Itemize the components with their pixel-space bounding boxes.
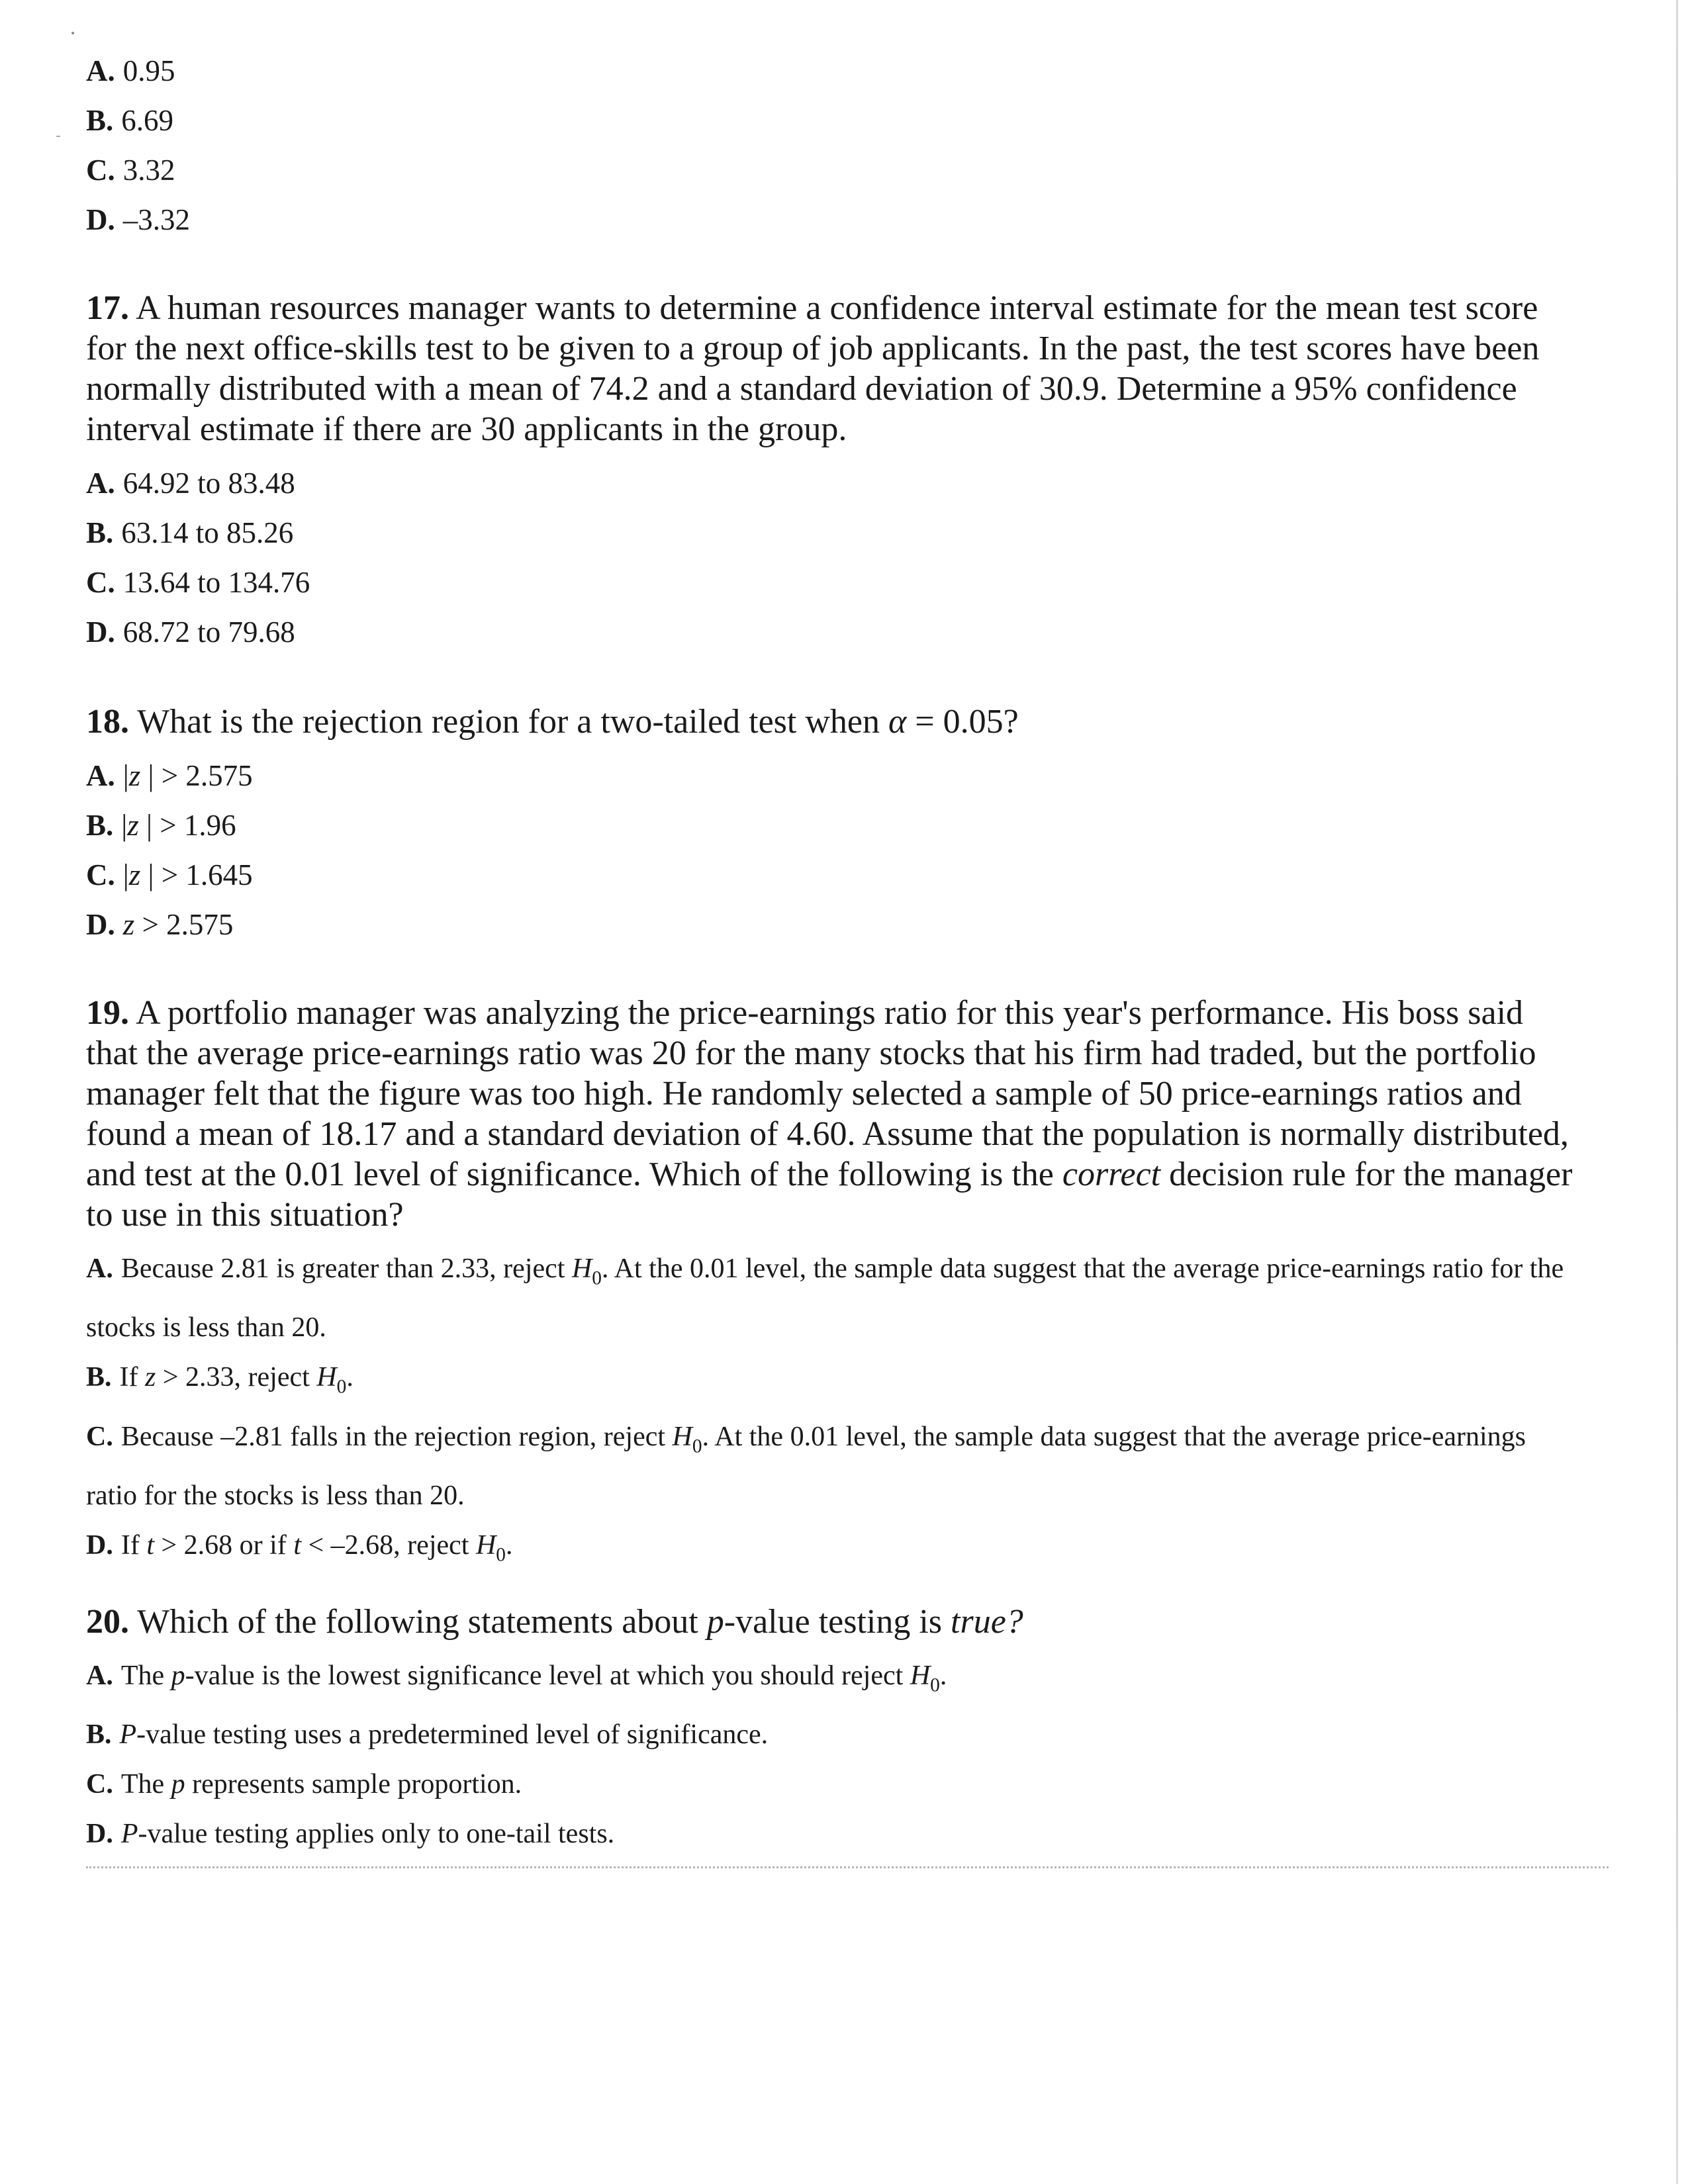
question-number: 17.	[86, 289, 129, 327]
option-a	[86, 1651, 1582, 1710]
option-letter: B.	[86, 104, 114, 137]
p-variable: p	[171, 1661, 185, 1691]
option-letter: C.	[86, 1769, 113, 1800]
emphasis-text: correct	[1062, 1156, 1161, 1193]
option-text: 13.64 to 134.76	[122, 566, 310, 599]
option-d	[86, 608, 1582, 657]
question-number: 18.	[86, 703, 129, 741]
option-text: | > 1.96	[138, 809, 236, 842]
option-text: 63.14 to 85.26	[121, 516, 294, 549]
question-stem	[86, 1602, 1582, 1642]
option-text: Because –2.81 falls in the rejection region, reject	[120, 1421, 666, 1452]
option-letter: C.	[86, 154, 115, 187]
question-20	[86, 1602, 1582, 1859]
question-stem	[86, 993, 1582, 1235]
z-variable: z	[122, 908, 135, 941]
p-variable: P	[120, 1819, 138, 1850]
option-c	[86, 1760, 1582, 1809]
option-b	[86, 801, 1582, 850]
option-text: The	[120, 1769, 165, 1800]
z-variable: z	[128, 759, 141, 792]
option-text: |	[122, 759, 129, 792]
option-text: | > 2.575	[140, 759, 253, 792]
question-number: 20.	[86, 1603, 129, 1641]
option-c	[86, 558, 1582, 608]
emphasis-text: true?	[951, 1603, 1023, 1641]
subscript: 0	[692, 1435, 702, 1457]
option-letter: B.	[86, 809, 114, 842]
option-letter: D.	[86, 1819, 113, 1850]
option-letter: A.	[86, 1661, 113, 1691]
option-letter: A.	[86, 467, 115, 500]
option-d	[86, 1809, 1582, 1859]
subscript: 0	[930, 1674, 940, 1696]
option-text: 68.72 to 79.68	[122, 615, 295, 649]
option-d	[86, 195, 1582, 245]
option-letter: B.	[86, 516, 114, 549]
stem-text: decision rule for the manager to use in this situation?	[86, 1156, 1573, 1234]
question-19	[86, 993, 1582, 1580]
option-text: . At the 0.01 level, the sample data suggest that the average price-earnings ratio for the stocks is less than 20.	[86, 1421, 1526, 1511]
option-text: > 2.575	[134, 908, 234, 941]
option-text: 6.69	[121, 104, 174, 137]
stem-text: -value testing is	[724, 1603, 943, 1641]
scan-speck	[71, 32, 74, 34]
option-letter: A.	[86, 759, 115, 792]
option-letter: C.	[86, 1421, 113, 1452]
bottom-divider	[86, 1866, 1609, 1868]
p-variable: p	[171, 1769, 185, 1800]
option-text: -value testing uses a predetermined level of significance.	[136, 1719, 769, 1751]
option-letter: D.	[86, 1529, 113, 1561]
question-stem	[86, 702, 1582, 742]
option-b	[86, 1353, 1582, 1412]
option-letter: A.	[86, 54, 115, 87]
option-text: The	[120, 1661, 165, 1691]
option-text: |	[121, 809, 128, 842]
t-variable: t	[293, 1529, 301, 1561]
subscript: 0	[336, 1376, 347, 1398]
option-text: If	[120, 1529, 140, 1561]
option-letter: B.	[86, 1362, 112, 1393]
option-c	[86, 850, 1582, 900]
option-c	[86, 146, 1582, 195]
stem-text: What is the rejection region for a two-tailed test when	[137, 703, 880, 741]
option-a	[86, 751, 1582, 801]
option-text: -value testing applies only to one-tail tests.	[138, 1819, 615, 1850]
option-letter: D.	[86, 908, 115, 941]
alpha-symbol: α	[888, 703, 907, 741]
hypothesis-symbol: H	[316, 1362, 337, 1393]
hypothesis-symbol: H	[910, 1661, 931, 1691]
stem-text: = 0.05?	[915, 703, 1019, 741]
option-text: If	[119, 1362, 138, 1393]
stem-text: A portfolio manager was analyzing the price-earnings ratio for this year's performance. His boss said that the average price-earnings ratio was 20 for the many stocks that his firm had traded, but the portfolio manager felt that the figure was too high. He randomly selected a sample of 50 price-earnings ratios and found a mean of 18.17 and a standard deviation of 4.60. Assume that the population is normally distributed, and test at the 0.01 level of significance. Which of the following is the	[86, 994, 1569, 1193]
option-a	[86, 1244, 1582, 1353]
option-c	[86, 1412, 1582, 1521]
scan-speck	[56, 136, 60, 137]
hypothesis-symbol: H	[672, 1421, 692, 1452]
question-stem	[86, 288, 1582, 449]
option-d	[86, 900, 1582, 950]
previous-question-options	[86, 46, 1582, 245]
period: .	[346, 1362, 353, 1393]
option-b	[86, 1710, 1582, 1760]
option-text: 3.32	[122, 154, 175, 187]
subscript: 0	[592, 1267, 602, 1289]
hypothesis-symbol: H	[571, 1253, 592, 1284]
option-a	[86, 46, 1582, 96]
option-letter: C.	[86, 566, 115, 599]
option-a	[86, 459, 1582, 508]
stem-text: A human resources manager wants to determine a confidence interval estimate for the mean test score for the next office-skills test to be given to a group of job applicants. In the past, the test scores have been normally distributed with a mean of 74.2 and a standard deviation of 30.9. Determine a 95% confidence interval estimate if there are 30 applicants in the group.	[86, 289, 1540, 448]
option-letter: D.	[86, 615, 115, 649]
p-variable: P	[119, 1719, 137, 1751]
option-b	[86, 96, 1582, 146]
option-text: |	[122, 858, 129, 891]
question-18	[86, 702, 1582, 950]
option-d	[86, 1521, 1582, 1580]
option-text: | > 1.645	[140, 858, 253, 891]
scan-page-edge	[1676, 0, 1678, 2184]
option-text: represents sample proportion.	[192, 1769, 522, 1800]
z-variable: z	[127, 809, 139, 842]
option-text: 0.95	[122, 54, 175, 87]
option-text: -value is the lowest significance level at which you should reject	[185, 1661, 904, 1691]
option-letter: D.	[86, 203, 115, 236]
t-variable: t	[146, 1529, 154, 1561]
option-b	[86, 508, 1582, 558]
question-number: 19.	[86, 994, 129, 1032]
option-letter: C.	[86, 858, 115, 891]
period: .	[505, 1529, 513, 1561]
option-text: –3.32	[122, 203, 190, 236]
hypothesis-symbol: H	[475, 1529, 496, 1561]
option-text: < –2.68, reject	[301, 1529, 469, 1561]
question-17	[86, 288, 1582, 657]
option-text: 64.92 to 83.48	[122, 467, 295, 500]
option-text: > 2.68 or if	[154, 1529, 287, 1561]
subscript: 0	[496, 1544, 506, 1566]
option-letter: A.	[86, 1253, 113, 1284]
period: .	[939, 1661, 947, 1691]
stem-text: Which of the following statements about	[137, 1603, 698, 1641]
z-variable: z	[145, 1362, 156, 1393]
option-letter: B.	[86, 1719, 112, 1751]
option-text: Because 2.81 is greater than 2.33, reject	[120, 1253, 565, 1284]
z-variable: z	[128, 858, 141, 891]
option-text: > 2.33, reject	[156, 1362, 310, 1393]
option-text: . At the 0.01 level, the sample data suggest that the average price-earnings ratio for the stocks is less than 20.	[86, 1253, 1564, 1343]
p-variable: p	[706, 1603, 724, 1641]
